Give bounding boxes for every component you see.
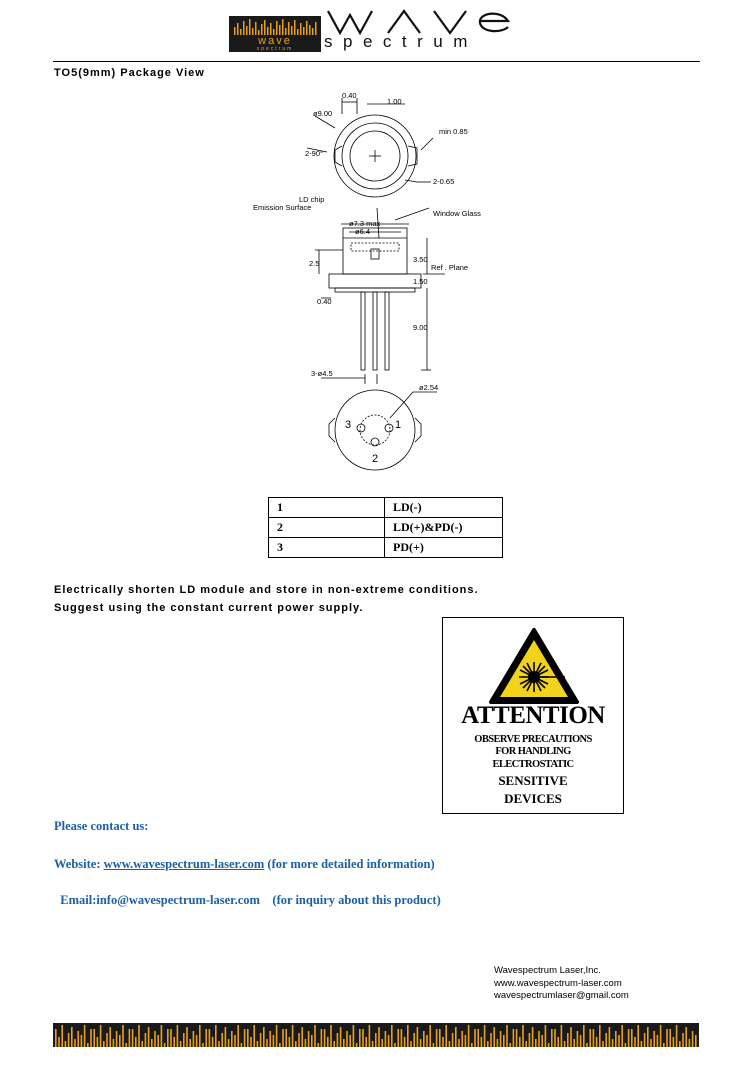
footer-decor-strip [53, 1023, 699, 1047]
contact-heading: Please contact us: [54, 819, 149, 833]
dim-angle: 2-90° [305, 149, 324, 158]
website-label: Website: [54, 857, 104, 871]
pin-function: LD(-) [385, 498, 503, 518]
pin-number: 3 [269, 538, 385, 558]
dim-cap-max: ø7.3 max [349, 219, 381, 228]
email-label[interactable]: Email:info@wavespectrum-laser.com [60, 893, 260, 907]
table-row [269, 498, 503, 518]
dim-base: 0.40 [317, 297, 332, 306]
company-logo [229, 16, 321, 52]
attention-line-5: DEVICES [504, 791, 562, 806]
label-chip-2: Emission Surface [253, 203, 312, 212]
dim-height-b: 3.50 [413, 255, 428, 264]
dim-height-a: 2.5 [309, 259, 320, 268]
dim-tab: 2-0.65 [433, 177, 455, 186]
pin-1-label: 1 [395, 419, 402, 431]
header-divider [53, 61, 700, 62]
company-name: Wavespectrum Laser,Inc. [494, 965, 601, 976]
dim-lead-dia: 3-ø4.5 [311, 369, 333, 378]
dim-min: min 0.85 [439, 127, 468, 136]
attention-box [442, 617, 624, 814]
dim-cap-inner: ø6.4 [355, 227, 371, 236]
attention-line-3: ELECTROSTATIC [492, 759, 574, 770]
label-window: Window Glass [433, 209, 481, 218]
attention-line-2: FOR HANDLING [495, 746, 571, 757]
attention-line-4: SENSITIVE [498, 773, 568, 788]
dim-top-notch: 1.00 [387, 97, 402, 106]
company-mail: wavespectrumlaser@gmail.com [494, 990, 629, 1001]
website-link[interactable]: www.wavespectrum-laser.com [103, 857, 265, 871]
pin-table [268, 497, 503, 558]
dim-leads: 9.00 [413, 323, 428, 332]
dim-flange: 1.50 [413, 277, 428, 286]
logo-subword: spectrum [256, 46, 294, 52]
contact-website [54, 857, 435, 872]
table-row [269, 518, 503, 538]
brand-spectrum-wordmark: spectrum [324, 32, 478, 51]
note-storage: Electrically shorten LD module and store in non-extreme conditions. [54, 584, 479, 596]
website-note: (for more detailed information) [264, 857, 435, 871]
logo-bars-graphic [233, 19, 317, 35]
attention-line-1: OBSERVE PRECAUTIONS [474, 734, 592, 745]
pin-number: 2 [269, 518, 385, 538]
label-ref-plane: Ref . Plane [431, 263, 469, 272]
dim-top-width: 0.40 [342, 91, 357, 100]
pin-function: LD(+)&PD(-) [385, 518, 503, 538]
section-title: TO5(9mm) Package View [54, 67, 205, 79]
pin-2-label: 2 [372, 453, 379, 465]
package-drawing [245, 88, 505, 480]
contact-email [54, 878, 441, 908]
logo-word: wave [258, 35, 292, 47]
dim-diameter: ø9.00 [313, 109, 333, 118]
attention-title: ATTENTION [461, 702, 605, 729]
table-row [269, 538, 503, 558]
label-chip-1: LD chip [299, 195, 325, 204]
company-web: www.wavespectrum-laser.com [494, 978, 622, 989]
note-power-supply: Suggest using the constant current power supply. [54, 602, 364, 614]
dim-pitch: ø2.54 [419, 383, 439, 392]
laser-warning-icon [487, 626, 581, 706]
pin-function: PD(+) [385, 538, 503, 558]
email-note: (for inquiry about this product) [259, 893, 441, 907]
pin-3-label: 3 [345, 419, 352, 431]
pin-number: 1 [269, 498, 385, 518]
